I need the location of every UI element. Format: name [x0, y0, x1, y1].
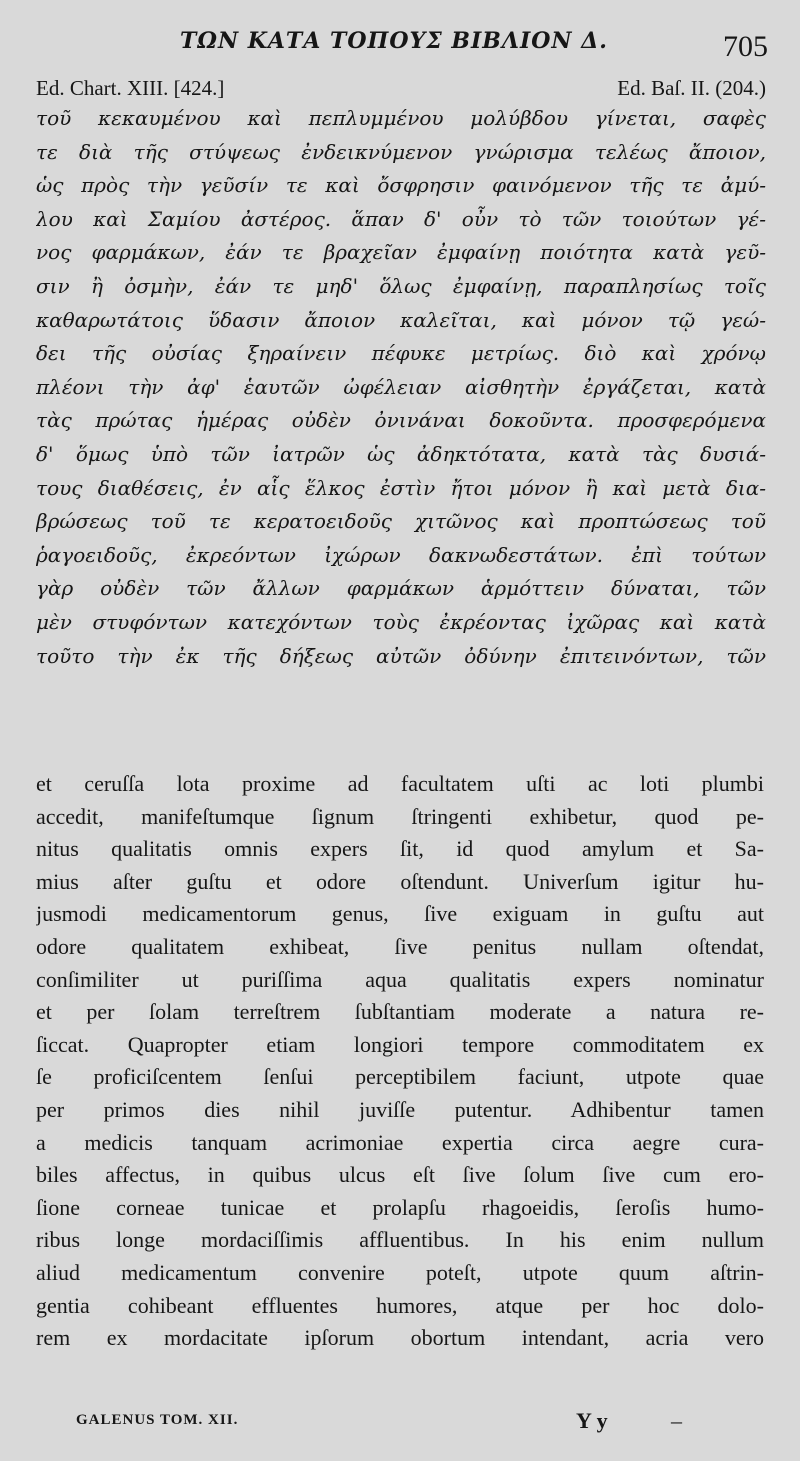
latin-text-line: ſiccat. Quapropter etiam longiori tempore commoditatem ex — [36, 1031, 764, 1057]
page-number: 705 — [723, 30, 768, 63]
greek-text-line: καθαρωτάτοις ὕδασιν ἄποιον καλεῖται, καὶ μόνον τῷ γεώ- — [36, 307, 766, 332]
greek-text-line: βρώσεως τοῦ τε κερατοειδοῦς χιτῶνος καὶ προπτώσεως τοῦ — [36, 509, 766, 534]
greek-text-block — [36, 102, 766, 673]
greek-text-line: τε διὰ τῆς στύψεως ἐνδεικνύμενον γνώρισμα τελέως ἄποιον, — [36, 139, 766, 164]
latin-text-line: ribus longe mordaciſſimis affluentibus. In his enim nullum — [36, 1227, 764, 1253]
greek-text-line: ῥαγοειδοῦς, ἐκρεόντων ἰχώρων δακνωδεστάτων. ἐπὶ τούτων — [36, 542, 766, 567]
latin-text-line: et per ſolam terreſtrem ſubſtantiam moderate a natura re- — [36, 999, 764, 1025]
greek-text-line: μὲν στυφόντων κατεχόντων τοὺς ἐκρέοντας ἰχῶρας καὶ κατὰ — [36, 609, 766, 634]
greek-text-line: σιν ἢ ὀσμὴν, ἐάν τε μηδ' ὅλως ἐμφαίνῃ, παραπλησίως τοῖς — [36, 273, 766, 298]
greek-text-line: τοῦτο τὴν ἐκ τῆς δήξεως αὐτῶν ὀδύνην ἐπιτεινόντων, τῶν — [36, 643, 766, 668]
running-head — [0, 26, 800, 66]
latin-text-line: jusmodi medicamentorum genus, ſive exiguam in guſtu aut — [36, 901, 764, 927]
footer-dash: – — [671, 1408, 682, 1433]
greek-text-line: λου καὶ Σαμίου ἀστέρος. ἅπαν δ' οὖν τὸ τῶν τοιούτων γέ- — [36, 206, 766, 231]
latin-text-block — [36, 768, 764, 1355]
latin-text-line: ſione corneae tunicae et prolapſu rhagoeidis, ſeroſis humo- — [36, 1194, 764, 1220]
latin-text-line: gentia cohibeant effluentes humores, atque per hoc dolo- — [36, 1292, 764, 1318]
greek-text-line: τοῦ κεκαυμένου καὶ πεπλυμμένου μολύβδου γίνεται, σαφὲς — [36, 106, 766, 130]
latin-text-line: a medicis tanquam acrimoniae expertia circa aegre cura- — [36, 1129, 764, 1155]
footer-volume: GALENUS TOM. XII. — [76, 1412, 239, 1428]
greek-text-line: τους διαθέσεις, ἐν αἷς ἕλκος ἐστὶν ἤτοι μόνον ἢ καὶ μετὰ δια- — [36, 475, 766, 500]
greek-text-line: ὡς πρὸς τὴν γεῦσίν τε καὶ ὄσφρησιν φαινόμενον τῆς τε ἀμύ- — [36, 173, 766, 198]
latin-text-line: aliud medicamentum convenire poteſt, utpote quum aſtrin- — [36, 1259, 764, 1285]
edition-basel: Ed. Baſ. II. (204.) — [617, 76, 766, 100]
greek-text-line: νος φαρμάκων, ἐάν τε βραχεῖαν ἐμφαίνῃ ποιότητα κατὰ γεῦ- — [36, 240, 766, 265]
latin-text-line: odore qualitatem exhibeat, ſive penitus nullam oſtendat, — [36, 933, 764, 959]
latin-text-line: biles affectus, in quibus ulcus eſt ſive ſolum ſive cum ero- — [36, 1162, 764, 1188]
latin-text-line: per primos dies nihil juviſſe putentur. Adhibentur tamen — [36, 1096, 764, 1122]
greek-text-line: γὰρ οὐδὲν τῶν ἄλλων φαρμάκων ἁρμόττειν δύναται, τῶν — [36, 576, 766, 601]
edition-chartier: Ed. Chart. XIII. [424.] — [36, 76, 225, 100]
greek-text-line: δ' ὅμως ὑπὸ τῶν ἰατρῶν ὡς ἀδηκτότατα, κατὰ τὰς δυσιά- — [36, 441, 766, 466]
greek-text-line: τὰς πρώτας ἡμέρας οὐδὲν ὀνινάναι δοκοῦντα. προσφερόμενα — [36, 408, 766, 433]
latin-text-line: ſe proficiſcentem ſenſui perceptibilem faciunt, utpote quae — [36, 1064, 764, 1090]
greek-text-line: δει τῆς οὐσίας ξηραίνειν πέφυκε μετρίως. διὸ καὶ χρόνῳ — [36, 341, 766, 366]
latin-text-line: conſimiliter ut puriſſima aqua qualitatis expers nominatur — [36, 966, 764, 992]
page-footer — [76, 1408, 756, 1440]
latin-text-line: nitus qualitatis omnis expers ſit, id quod amylum et Sa- — [36, 836, 764, 862]
greek-text-line: πλέονι τὴν ἀφ' ἑαυτῶν ὠφέλειαν αἰσθητὴν ἐργάζεται, κατὰ — [36, 374, 766, 399]
latin-text-line: accedit, manifeſtumque ſignum ſtringenti exhibetur, quod pe- — [36, 803, 764, 829]
latin-text-line: et ceruſſa lota proxime ad facultatem uſti ac loti plumbi — [36, 771, 764, 796]
latin-text-line: rem ex mordacitate ipſorum obortum intendant, acria vero — [36, 1325, 764, 1351]
running-title: ΤΩΝ ΚΑΤΑ ΤΟΠΟΥΣ ΒΙΒΛΙΟΝ Δ. — [180, 28, 608, 54]
latin-text-line: mius aſter guſtu et odore oſtendunt. Univerſum igitur hu- — [36, 868, 764, 894]
signature-mark: Y y — [576, 1408, 608, 1433]
